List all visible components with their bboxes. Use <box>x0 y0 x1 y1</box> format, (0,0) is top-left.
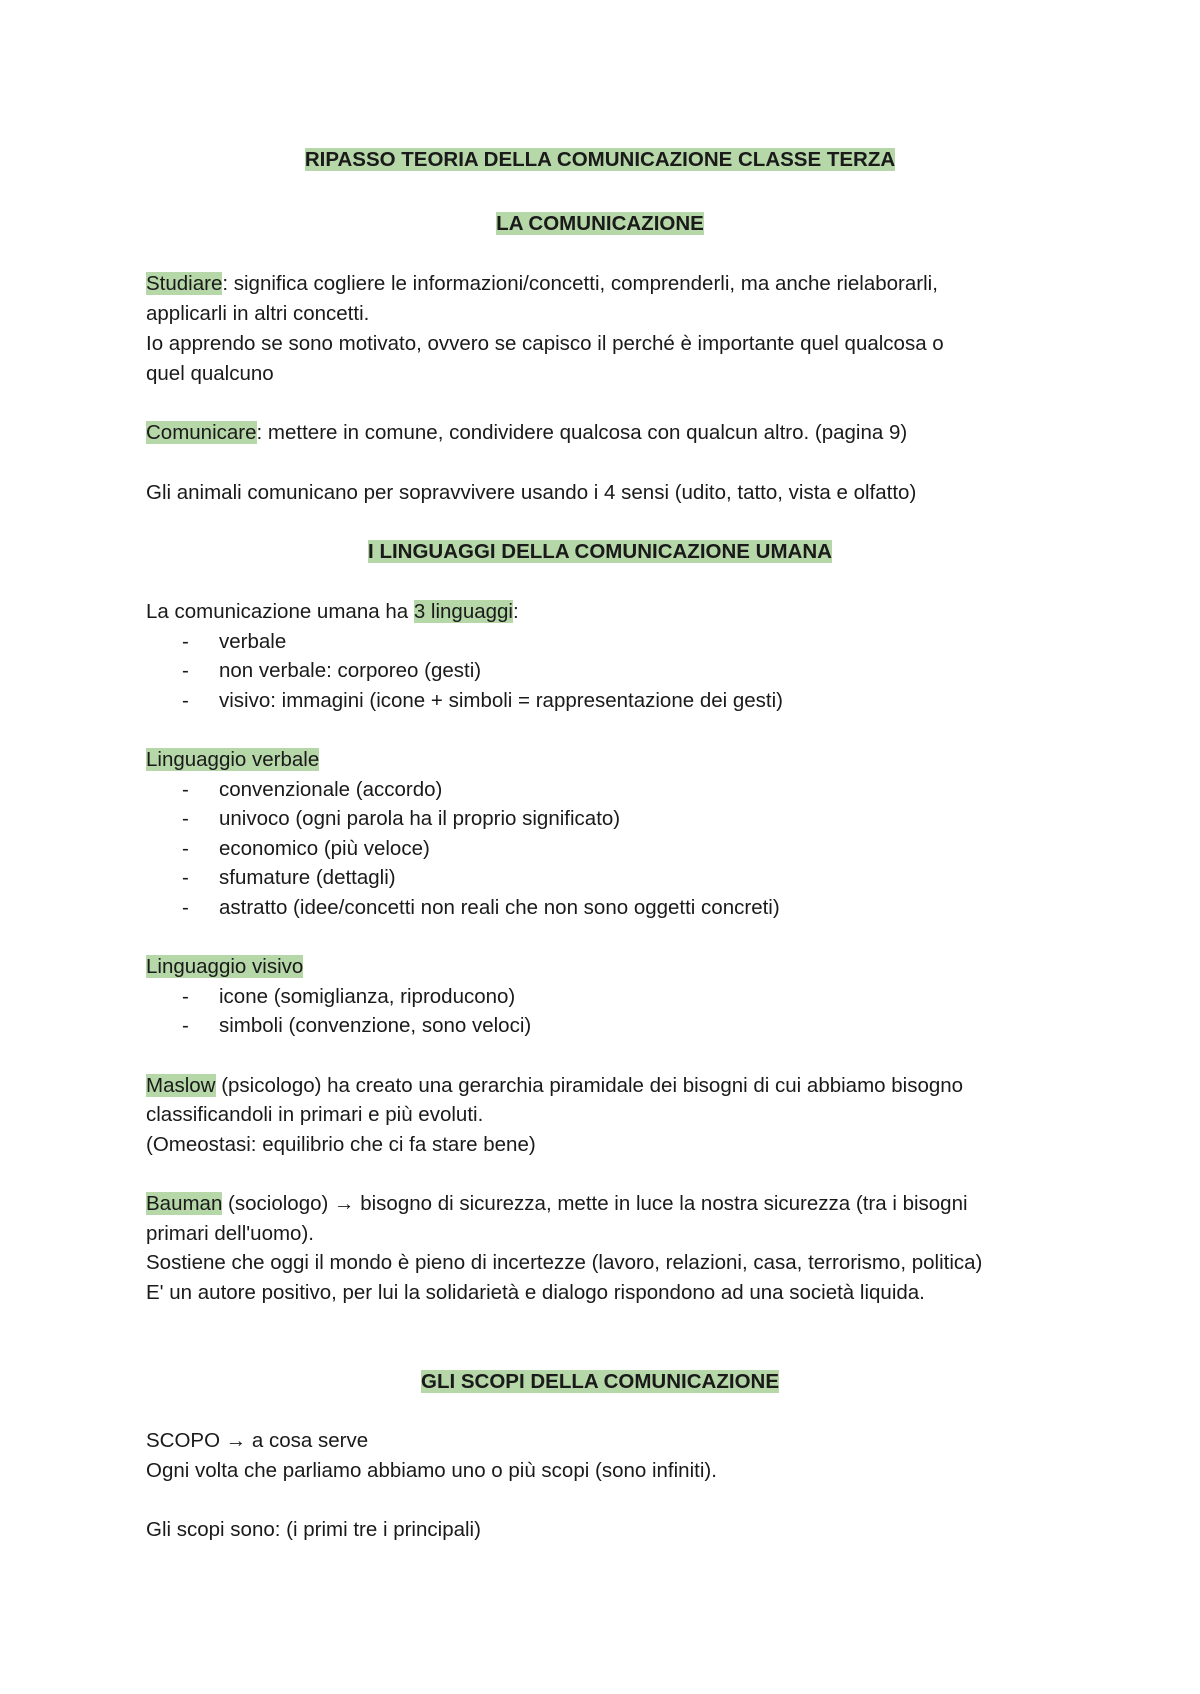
maslow-term: Maslow <box>146 1074 216 1097</box>
bullet-marker: - <box>182 1014 189 1037</box>
bauman-line2: primari dell'uomo). <box>146 1222 314 1245</box>
bullet-marker: - <box>182 659 189 682</box>
list-item: verbale <box>219 630 287 653</box>
bullet-marker: - <box>182 807 189 830</box>
bauman-line1-rest: (sociologo) → bisogno di sicurezza, mette in luce la nostra sicurezza (tra i bisogni <box>222 1192 968 1215</box>
scopo-line: SCOPO → a cosa serve <box>146 1429 369 1452</box>
studiare-term: Studiare <box>146 272 223 295</box>
comunicare-definition: : mettere in comune, condividere qualcosa con qualcun altro. (pagina 9) <box>256 421 908 444</box>
list-item: icone (somiglianza, riproducono) <box>219 985 516 1008</box>
list-item: economico (più veloce) <box>219 837 430 860</box>
comunicare-paragraph <box>146 421 907 445</box>
linguaggi-intro <box>146 600 519 624</box>
list-item: astratto (idee/concetti non reali che non sono oggetti concreti) <box>219 896 780 919</box>
bauman-line3: Sostiene che oggi il mondo è pieno di incertezze (lavoro, relazioni, casa, terrorismo, politica) <box>146 1251 983 1274</box>
bauman-line1 <box>146 1192 968 1216</box>
list-item: visivo: immagini (icone + simboli = rappresentazione dei gesti) <box>219 689 784 712</box>
list-item: sfumature (dettagli) <box>219 866 396 889</box>
ogni-volta-line: Ogni volta che parliamo abbiamo uno o più scopi (sono infiniti). <box>146 1459 717 1482</box>
linguaggio-visivo-heading <box>146 955 303 979</box>
studiare-paragraph-line1 <box>146 272 938 296</box>
comunicare-term: Comunicare <box>146 421 257 444</box>
section-heading-scopi-text: GLI SCOPI DELLA COMUNICAZIONE <box>421 1370 779 1393</box>
list-item: simboli (convenzione, sono veloci) <box>219 1014 532 1037</box>
maslow-line1-rest: (psicologo) ha creato una gerarchia piramidale dei bisogni di cui abbiamo bisogno <box>215 1074 964 1097</box>
bullet-marker: - <box>182 837 189 860</box>
section-heading-linguaggi-text: I LINGUAGGI DELLA COMUNICAZIONE UMANA <box>368 540 832 563</box>
maslow-line1 <box>146 1074 963 1098</box>
bullet-marker: - <box>182 866 189 889</box>
bullet-marker: - <box>182 778 189 801</box>
bullet-marker: - <box>182 689 189 712</box>
bullet-marker: - <box>182 896 189 919</box>
linguaggi-intro-post: : <box>512 600 519 623</box>
linguaggio-verbale-heading <box>146 748 319 772</box>
list-item: univoco (ogni parola ha il proprio significato) <box>219 807 621 830</box>
linguaggi-intro-term: 3 linguaggi <box>413 600 513 623</box>
studiare-paragraph-line2: applicarli in altri concetti. <box>146 302 370 325</box>
maslow-line2: classificandoli in primari e più evoluti. <box>146 1103 484 1126</box>
studiare-definition: : significa cogliere le informazioni/concetti, comprenderli, ma anche rielaborarli, <box>222 272 938 295</box>
list-item: non verbale: corporeo (gesti) <box>219 659 482 682</box>
linguaggio-verbale-term: Linguaggio verbale <box>146 748 320 771</box>
linguaggio-visivo-term: Linguaggio visivo <box>146 955 304 978</box>
bullet-marker: - <box>182 985 189 1008</box>
section-heading-scopi <box>0 1370 1200 1394</box>
document-title-text: RIPASSO TEORIA DELLA COMUNICAZIONE CLASSE TERZA <box>304 148 896 171</box>
list-item: convenzionale (accordo) <box>219 778 443 801</box>
linguaggi-intro-pre: La comunicazione umana ha <box>146 600 414 623</box>
apprendo-line1: Io apprendo se sono motivato, ovvero se capisco il perché è importante quel qualcosa o <box>146 332 944 355</box>
bauman-term: Bauman <box>146 1192 223 1215</box>
section-heading-comunicazione-text: LA COMUNICAZIONE <box>496 212 704 235</box>
section-heading-comunicazione <box>0 212 1200 236</box>
section-heading-linguaggi <box>0 540 1200 564</box>
bauman-line4: E' un autore positivo, per lui la solidarietà e dialogo rispondono ad una società liquida. <box>146 1281 925 1304</box>
apprendo-line2: quel qualcuno <box>146 362 274 385</box>
document-title <box>0 148 1200 172</box>
maslow-line3: (Omeostasi: equilibrio che ci fa stare bene) <box>146 1133 536 1156</box>
animali-paragraph: Gli animali comunicano per sopravvivere usando i 4 sensi (udito, tatto, vista e olfatto) <box>146 481 917 504</box>
scopi-sono-line: Gli scopi sono: (i primi tre i principali) <box>146 1518 481 1541</box>
bullet-marker: - <box>182 630 189 653</box>
